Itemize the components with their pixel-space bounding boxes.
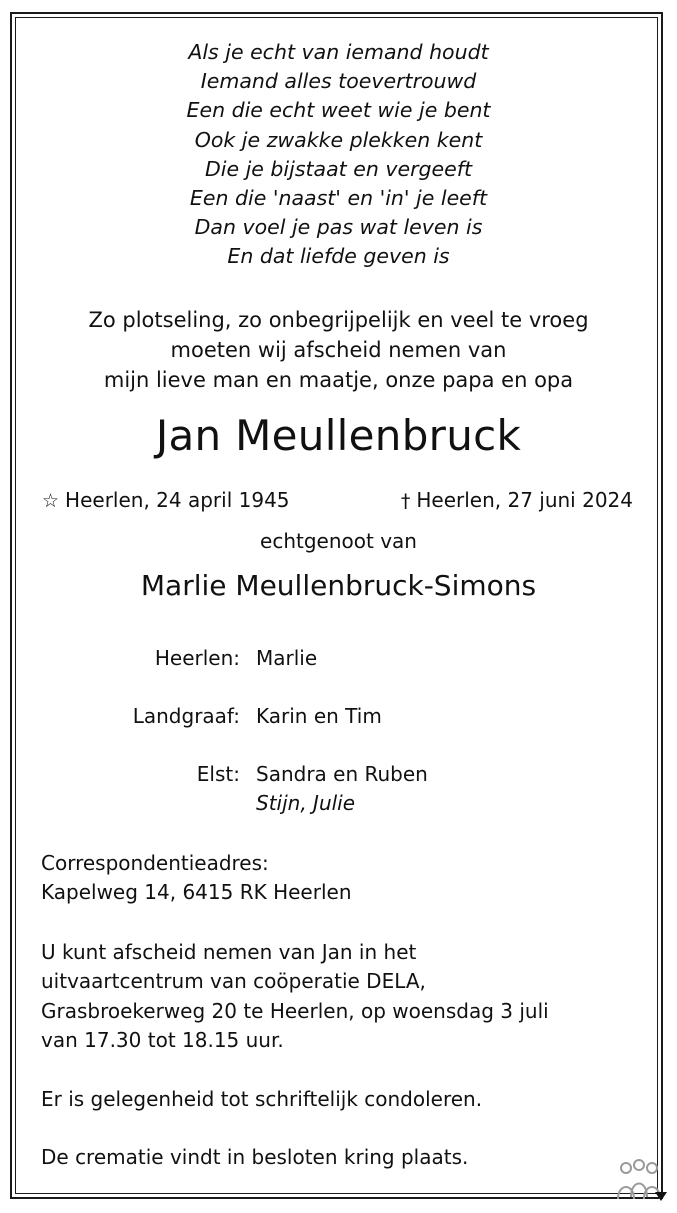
family-names: Marlie [256,646,318,670]
spouse-intro: echtgenoot van [260,529,417,553]
correspondence-address: Kapelweg 14, 6415 RK Heerlen [41,880,352,905]
death-line [401,485,633,516]
family-grandchildren: Stijn, Julie [256,791,356,815]
farewell-line: van 17.30 tot 18.15 uur. [41,1027,284,1052]
poem-line: Een die echt weet wie je bent [186,98,491,123]
farewell-line: Grasbroekerweg 20 te Heerlen, op woensdag 3 juli [41,998,549,1023]
farewell-line: U kunt afscheid nemen van Jan in het [41,940,417,964]
deceased-name: Jan Meullenbruck [155,411,522,460]
poem-line: Iemand alles toevertrouwd [200,69,477,94]
family-names: Sandra en Ruben [256,762,428,786]
poem-line: Ook je zwakke plekken kent [194,127,483,152]
birth-text: Heerlen, 24 april 1945 [65,488,290,512]
birth-line [42,485,290,516]
correspondence-block [41,849,641,908]
condolence-line: Er is gelegenheid tot schriftelijk condoleren. [41,1087,483,1111]
death-text: Heerlen, 27 juni 2024 [416,488,633,512]
star-icon: ☆ [42,490,60,512]
poem-line: Dan voel je pas wat leven is [194,215,483,240]
cremation-text [41,1143,641,1172]
poem [0,38,677,272]
cross-icon: † [400,490,411,512]
family-place: Landgraaf: [132,704,240,728]
condolence-text [41,1085,641,1114]
intro-text [0,305,677,395]
spouse-name: Marlie Meullenbruck-Simons [140,569,537,602]
family-place: Heerlen: [154,646,240,670]
farewell-line: uitvaartcentrum van coöperatie DELA, [41,969,426,994]
cremation-line: De crematie vindt in besloten kring plaats. [41,1145,469,1169]
intro-line: moeten wij afscheid nemen van [170,338,507,362]
correspondence-label: Correspondentieadres: [41,851,269,875]
intro-line: Zo plotseling, zo onbegrijpelijk en veel te vroeg [88,308,589,332]
family-place: Elst: [196,762,240,786]
poem-line: Een die 'naast' en 'in' je leeft [189,186,488,211]
poem-line: Die je bijstaat en vergeeft [204,156,473,181]
farewell-block [41,938,641,1055]
poem-line: Als je echt van iemand houdt [188,40,489,64]
family-names: Karin en Tim [256,704,382,728]
intro-line: mijn lieve man en maatje, onze papa en opa [103,368,574,392]
people-group-logo-icon [614,1157,670,1203]
triangle-marker-icon [655,1192,667,1201]
poem-line: En dat liefde geven is [227,244,450,269]
